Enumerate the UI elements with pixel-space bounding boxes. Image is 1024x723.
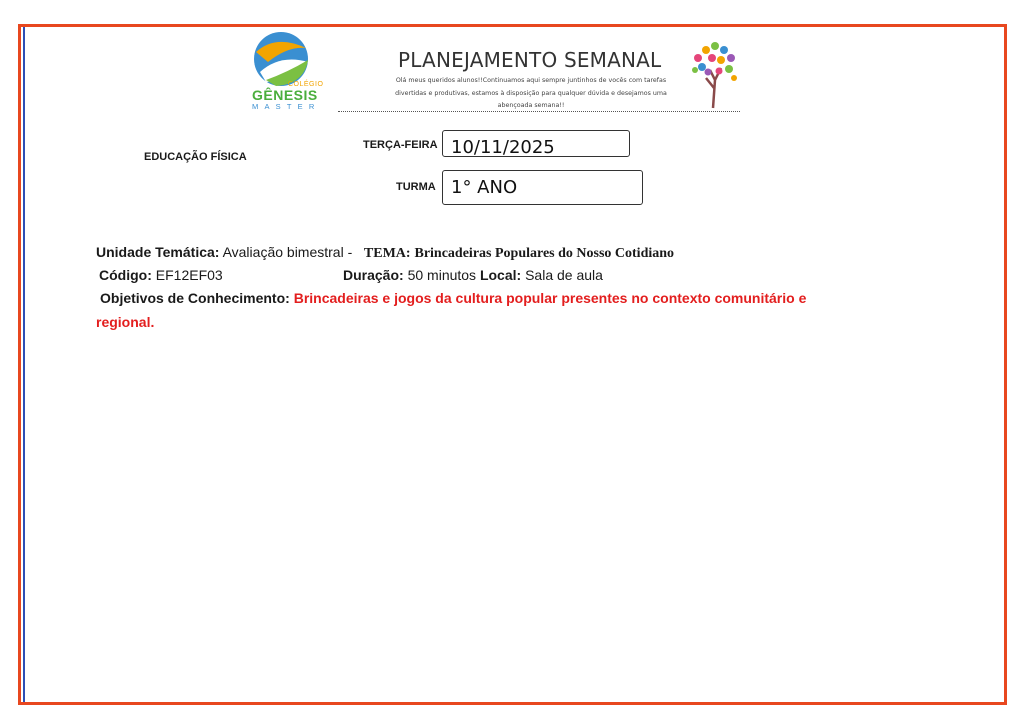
duration-label: Duração: [343,267,404,283]
logo-name: GÊNESIS [252,87,318,103]
code-line [99,267,223,283]
left-margin-rule [23,27,25,702]
unit-line [96,244,674,262]
code-value: EF12EF03 [155,267,223,283]
objectives-line [100,290,806,306]
objectives-text: Brincadeiras e jogos da cultura popular presentes no contexto comunitário e [293,290,807,306]
welcome-line: abençoada semana!! [497,102,565,109]
welcome-line: Olá meus queridos alunos!!Continuamos aqui sempre juntinhos de vocês com tarefas [395,77,667,84]
place-label: Local: [479,267,522,283]
logo-subtitle: MASTER [252,102,321,111]
weekday-label: TERÇA-FEIRA [363,139,438,151]
place-value: Sala de aula [525,267,603,283]
welcome-message [378,75,684,113]
date-value: 10/11/2025 [451,137,555,158]
unit-label: Unidade Temática: [96,244,220,260]
objectives-label: Objetivos de Conhecimento: [100,290,290,306]
unit-value: Avaliação bimestral - [222,244,353,260]
welcome-line: divertidas e produtivas, estamos à disposição para qualquer dúvida e desejamos uma [395,89,667,97]
theme-label: TEMA: [363,246,411,261]
subject-label: EDUCAÇÃO FÍSICA [144,151,247,163]
objectives-text-continued: regional. [96,314,155,330]
class-label: TURMA [396,181,436,193]
header-divider [338,111,740,112]
code-label: Código: [99,267,152,283]
page-title: PLANEJAMENTO SEMANAL [398,48,662,72]
class-value: 1° ANO [451,177,518,198]
logo-small-text: COLÉGIO [288,81,324,88]
duration-value: 50 minutos [407,267,477,283]
theme-value: Brincadeiras Populares do Nosso Cotidiano [414,246,675,261]
tree-icon [688,40,740,110]
duration-line [343,267,603,283]
page-border [18,24,1007,705]
